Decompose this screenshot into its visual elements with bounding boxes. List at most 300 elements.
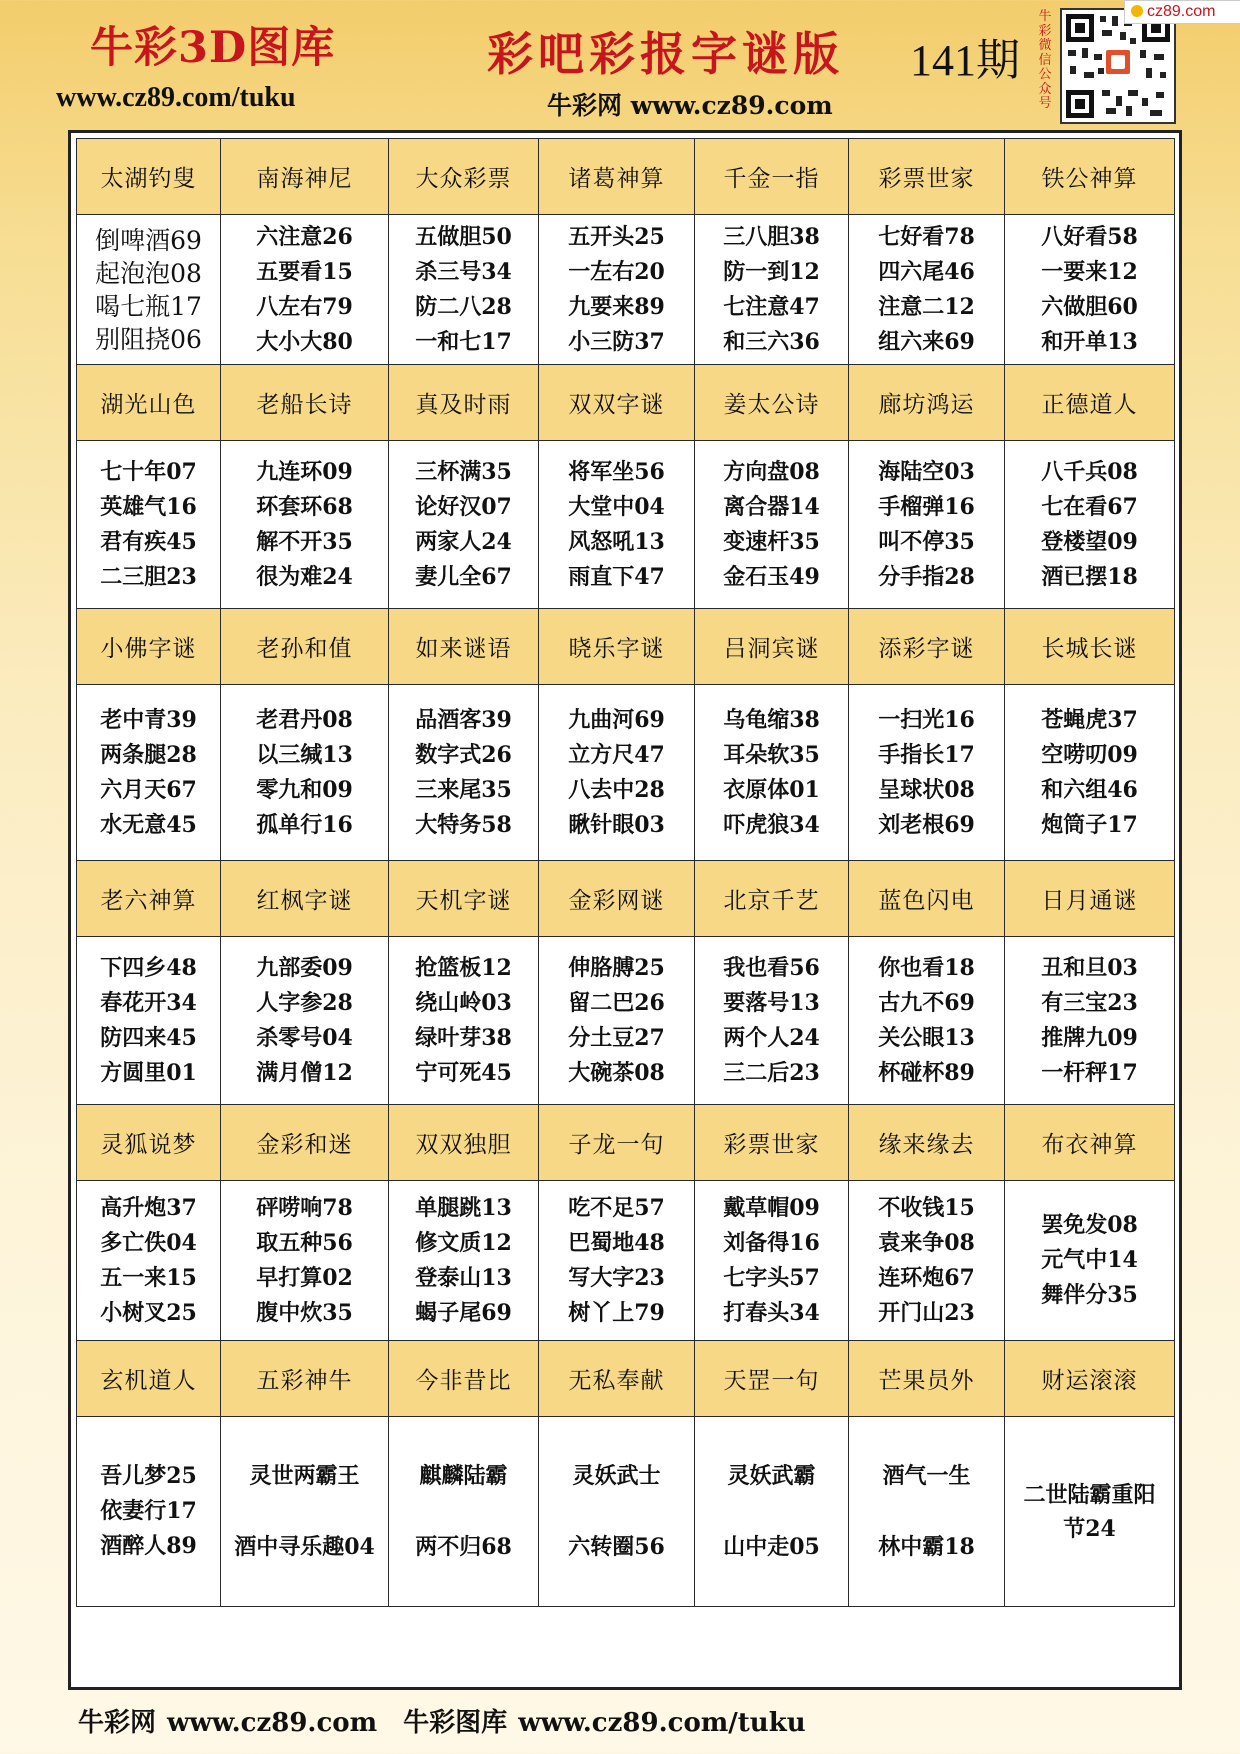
riddle-line: 多亡佚04 bbox=[100, 1229, 197, 1256]
riddle-line: 很为难24 bbox=[256, 563, 353, 590]
riddle-line: 宁可死45 bbox=[415, 1059, 512, 1086]
riddle-cell bbox=[1005, 1181, 1175, 1341]
riddle-cell bbox=[695, 1417, 849, 1607]
riddle-line: 修文质12 bbox=[415, 1229, 512, 1256]
riddle-line: 杯碰杯89 bbox=[878, 1059, 975, 1086]
qr-code-graphic bbox=[1062, 10, 1174, 122]
riddle-line: 离合器14 bbox=[723, 493, 820, 520]
riddle-line: 分手指28 bbox=[878, 563, 975, 590]
riddle-lines bbox=[389, 1459, 538, 1565]
riddle-cell bbox=[221, 441, 389, 609]
riddle-cell bbox=[389, 937, 539, 1105]
source-name: 缘来缘去 bbox=[849, 1105, 1005, 1181]
riddle-line: 起泡泡08 bbox=[95, 258, 202, 288]
riddle-lines bbox=[389, 951, 538, 1091]
riddle-lines bbox=[77, 1191, 220, 1331]
riddle-line: 炮筒子17 bbox=[1041, 811, 1138, 838]
riddle-line: 倒啤酒69 bbox=[95, 225, 202, 255]
source-name: 布衣神算 bbox=[1005, 1105, 1175, 1181]
riddle-line: 灵世两霸王 bbox=[249, 1462, 360, 1489]
riddle-line: 酒中寻乐趣04 bbox=[234, 1533, 375, 1560]
riddle-cell bbox=[539, 1181, 695, 1341]
riddle-line: 绿叶芽38 bbox=[415, 1024, 512, 1051]
riddle-line: 手榴弹16 bbox=[878, 493, 975, 520]
section-header-row bbox=[77, 861, 1175, 937]
riddle-lines bbox=[849, 220, 1004, 360]
riddle-cell bbox=[849, 1181, 1005, 1341]
riddle-lines bbox=[849, 1459, 1004, 1565]
riddle-line: 防一到12 bbox=[723, 258, 820, 285]
source-name: 天罡一句 bbox=[695, 1341, 849, 1417]
riddle-line: 英雄气16 bbox=[100, 493, 197, 520]
riddle-lines bbox=[1005, 455, 1174, 595]
riddle-line: 孤单行16 bbox=[256, 811, 353, 838]
source-name: 北京千艺 bbox=[695, 861, 849, 937]
riddle-cell bbox=[389, 1181, 539, 1341]
section-header-row bbox=[77, 1105, 1175, 1181]
riddle-line: 早打算02 bbox=[256, 1264, 353, 1291]
riddle-cell bbox=[221, 937, 389, 1105]
riddle-lines bbox=[77, 455, 220, 595]
riddle-line: 单腿跳13 bbox=[415, 1194, 512, 1221]
riddle-line: 高升炮37 bbox=[100, 1194, 197, 1221]
riddle-line: 将军坐56 bbox=[568, 458, 665, 485]
riddle-cell bbox=[1005, 1417, 1175, 1607]
source-name: 诸葛神算 bbox=[539, 139, 695, 215]
riddle-line: 灵妖武士 bbox=[572, 1462, 661, 1489]
source-name: 无私奉献 bbox=[539, 1341, 695, 1417]
source-name: 廊坊鸿运 bbox=[849, 365, 1005, 441]
riddle-lines bbox=[1005, 951, 1174, 1091]
corner-badge-text: cz89.com bbox=[1147, 3, 1216, 20]
riddle-line: 两个人24 bbox=[723, 1024, 820, 1051]
source-name: 双双字谜 bbox=[539, 365, 695, 441]
riddle-line: 八千兵08 bbox=[1041, 458, 1138, 485]
riddle-line: 不收钱15 bbox=[878, 1194, 975, 1221]
riddle-line: 以三缄13 bbox=[256, 741, 353, 768]
riddle-lines bbox=[221, 1459, 388, 1565]
riddle-line: 古九不69 bbox=[878, 989, 975, 1016]
source-name: 日月通谜 bbox=[1005, 861, 1175, 937]
riddle-lines bbox=[221, 951, 388, 1091]
site-name: 牛彩3D图库 bbox=[90, 23, 336, 73]
riddle-cell bbox=[1005, 215, 1175, 365]
riddle-line: 防四来45 bbox=[100, 1024, 197, 1051]
riddle-line: 变速杆35 bbox=[723, 528, 820, 555]
riddle-line: 丑和旦03 bbox=[1041, 954, 1138, 981]
riddle-line: 分土豆27 bbox=[568, 1024, 665, 1051]
riddle-line: 两家人24 bbox=[415, 528, 512, 555]
riddle-line: 别阻挠06 bbox=[95, 324, 202, 354]
riddle-line: 六做胆60 bbox=[1041, 293, 1138, 320]
riddle-line: 大碗茶08 bbox=[568, 1059, 665, 1086]
source-name: 晓乐字谜 bbox=[539, 609, 695, 685]
riddle-lines bbox=[221, 220, 388, 360]
source-name: 五彩神牛 bbox=[221, 1341, 389, 1417]
riddle-cell bbox=[1005, 441, 1175, 609]
riddle-line: 六转圈56 bbox=[568, 1533, 665, 1560]
riddle-line: 舞伴分35 bbox=[1041, 1282, 1138, 1308]
riddle-lines bbox=[695, 1459, 848, 1565]
riddle-line: 解不开35 bbox=[256, 528, 353, 555]
riddle-line: 登泰山13 bbox=[415, 1264, 512, 1291]
riddle-line: 叫不停35 bbox=[878, 528, 975, 555]
riddle-line: 老君丹08 bbox=[256, 706, 353, 733]
riddle-line: 五开头25 bbox=[568, 223, 665, 250]
riddle-line: 蝎子尾69 bbox=[415, 1299, 512, 1326]
riddle-line: 依妻行17 bbox=[100, 1498, 197, 1524]
riddle-line: 伸胳膊25 bbox=[568, 954, 665, 981]
riddle-cell bbox=[539, 215, 695, 365]
section-header-row bbox=[77, 609, 1175, 685]
riddle-line: 老中青39 bbox=[100, 706, 197, 733]
footer-link-gallery[interactable]: 牛彩图库 www.cz89.com/tuku bbox=[403, 1708, 806, 1738]
source-name: 姜太公诗 bbox=[695, 365, 849, 441]
riddle-lines bbox=[1005, 1478, 1174, 1546]
riddle-line: 腹中炊35 bbox=[256, 1299, 353, 1326]
source-name: 老六神算 bbox=[77, 861, 221, 937]
riddle-line: 砰唠响78 bbox=[256, 1194, 353, 1221]
riddle-cell bbox=[849, 937, 1005, 1105]
riddle-lines bbox=[539, 455, 694, 595]
riddle-lines bbox=[77, 703, 220, 843]
riddle-lines bbox=[389, 1191, 538, 1331]
riddle-cell bbox=[77, 1181, 221, 1341]
riddle-line: 罢免发08 bbox=[1041, 1212, 1138, 1238]
riddle-lines bbox=[221, 1191, 388, 1331]
riddle-line: 两条腿28 bbox=[100, 741, 197, 768]
riddle-line: 数字式26 bbox=[415, 741, 512, 768]
source-name: 玄机道人 bbox=[77, 1341, 221, 1417]
page-title: 彩吧彩报字谜版 bbox=[487, 27, 844, 81]
riddle-line: 五一来15 bbox=[100, 1264, 197, 1291]
source-name: 正德道人 bbox=[1005, 365, 1175, 441]
riddle-cell bbox=[695, 441, 849, 609]
riddle-line: 七字头57 bbox=[723, 1264, 820, 1291]
riddle-line: 一要来12 bbox=[1041, 258, 1138, 285]
page-footer bbox=[78, 1702, 806, 1739]
riddle-lines bbox=[221, 455, 388, 595]
riddle-line: 立方尺47 bbox=[568, 741, 665, 768]
riddle-line: 乌龟缩38 bbox=[723, 706, 820, 733]
riddle-line: 注意二12 bbox=[878, 293, 975, 320]
riddle-line: 九曲河69 bbox=[568, 706, 665, 733]
source-name: 如来谜语 bbox=[389, 609, 539, 685]
source-name: 千金一指 bbox=[695, 139, 849, 215]
corner-badge[interactable] bbox=[1124, 0, 1240, 24]
riddle-line: 灵妖武霸 bbox=[727, 1462, 816, 1489]
riddle-lines bbox=[539, 1459, 694, 1565]
riddle-line: 组六来69 bbox=[878, 328, 975, 355]
riddle-line: 三来尾35 bbox=[415, 776, 512, 803]
riddle-line: 四六尾46 bbox=[878, 258, 975, 285]
riddle-line: 品酒客39 bbox=[415, 706, 512, 733]
riddle-lines bbox=[389, 703, 538, 843]
riddle-line: 君有疾45 bbox=[100, 528, 197, 555]
source-name: 双双独胆 bbox=[389, 1105, 539, 1181]
riddle-lines bbox=[539, 1191, 694, 1331]
riddle-line: 酒已摆18 bbox=[1041, 563, 1138, 590]
riddle-line: 八左右79 bbox=[256, 293, 353, 320]
riddle-line: 元气中14 bbox=[1041, 1247, 1138, 1273]
source-name: 湖光山色 bbox=[77, 365, 221, 441]
riddle-lines bbox=[389, 220, 538, 360]
riddle-line: 和开单13 bbox=[1041, 328, 1138, 355]
riddle-lines bbox=[539, 703, 694, 843]
riddle-line: 零九和09 bbox=[256, 776, 353, 803]
riddle-line: 酒气一生 bbox=[882, 1462, 971, 1489]
riddle-cell bbox=[849, 1417, 1005, 1607]
source-name: 添彩字谜 bbox=[849, 609, 1005, 685]
riddle-line: 小三防37 bbox=[568, 328, 665, 355]
riddle-cell bbox=[389, 1417, 539, 1607]
section-header-row bbox=[77, 365, 1175, 441]
riddle-line: 吃不足57 bbox=[568, 1194, 665, 1221]
riddle-cell bbox=[849, 441, 1005, 609]
riddle-cell bbox=[77, 441, 221, 609]
riddle-row bbox=[77, 215, 1175, 365]
source-name: 天机字谜 bbox=[389, 861, 539, 937]
riddle-lines bbox=[1005, 703, 1174, 843]
source-name: 红枫字谜 bbox=[221, 861, 389, 937]
riddle-line: 和六组46 bbox=[1041, 776, 1138, 803]
section-header-row bbox=[77, 1341, 1175, 1417]
riddle-cell bbox=[849, 215, 1005, 365]
riddle-line: 一和七17 bbox=[415, 328, 512, 355]
riddle-line: 大小大80 bbox=[256, 328, 353, 355]
riddle-cell bbox=[695, 937, 849, 1105]
source-name: 小佛字谜 bbox=[77, 609, 221, 685]
source-name: 芒果员外 bbox=[849, 1341, 1005, 1417]
riddle-row bbox=[77, 1417, 1175, 1607]
riddle-table bbox=[76, 138, 1175, 1607]
riddle-lines bbox=[1005, 220, 1174, 360]
site-url[interactable]: www.cz89.com/tuku bbox=[56, 82, 296, 113]
riddle-line: 五要看15 bbox=[256, 258, 353, 285]
riddle-line: 风怒吼13 bbox=[568, 528, 665, 555]
source-name: 吕洞宾谜 bbox=[695, 609, 849, 685]
source-name: 灵狐说梦 bbox=[77, 1105, 221, 1181]
riddle-lines bbox=[695, 703, 848, 843]
riddle-cell bbox=[695, 215, 849, 365]
riddle-line: 有三宝23 bbox=[1041, 989, 1138, 1016]
riddle-line: 八好看58 bbox=[1041, 223, 1138, 250]
riddle-line: 麒麟陆霸 bbox=[419, 1462, 508, 1489]
riddle-line: 五做胆50 bbox=[415, 223, 512, 250]
riddle-line: 七十年07 bbox=[100, 458, 197, 485]
riddle-cell bbox=[389, 441, 539, 609]
riddle-cell bbox=[77, 1417, 221, 1607]
source-name: 子龙一句 bbox=[539, 1105, 695, 1181]
riddle-line: 小树叉25 bbox=[100, 1299, 197, 1326]
riddle-line: 绕山岭03 bbox=[415, 989, 512, 1016]
riddle-line: 关公眼13 bbox=[878, 1024, 975, 1051]
riddle-line: 三二后23 bbox=[723, 1059, 820, 1086]
riddle-cell bbox=[77, 937, 221, 1105]
riddle-line: 吾儿梦25 bbox=[100, 1463, 197, 1489]
riddle-line: 打春头34 bbox=[723, 1299, 820, 1326]
riddle-cell bbox=[221, 1181, 389, 1341]
source-name: 金彩和迷 bbox=[221, 1105, 389, 1181]
riddle-line: 一扫光16 bbox=[878, 706, 975, 733]
riddle-line: 袁来争08 bbox=[878, 1229, 975, 1256]
source-name: 老船长诗 bbox=[221, 365, 389, 441]
riddle-cell bbox=[77, 685, 221, 861]
source-name: 太湖钓叟 bbox=[77, 139, 221, 215]
riddle-line: 雨直下47 bbox=[568, 563, 665, 590]
riddle-line: 方圆里01 bbox=[100, 1059, 197, 1086]
source-name: 财运滚滚 bbox=[1005, 1341, 1175, 1417]
source-name: 老孙和值 bbox=[221, 609, 389, 685]
riddle-lines bbox=[389, 455, 538, 595]
riddle-line: 九连环09 bbox=[256, 458, 353, 485]
riddle-line: 金石玉49 bbox=[723, 563, 820, 590]
riddle-lines bbox=[695, 1191, 848, 1331]
riddle-line: 杀三号34 bbox=[415, 258, 512, 285]
riddle-line: 我也看56 bbox=[723, 954, 820, 981]
riddle-cell bbox=[389, 685, 539, 861]
riddle-line: 抢篮板12 bbox=[415, 954, 512, 981]
riddle-cell bbox=[389, 215, 539, 365]
riddle-line: 空唠叨09 bbox=[1041, 741, 1138, 768]
riddle-row bbox=[77, 937, 1175, 1105]
source-name: 蓝色闪电 bbox=[849, 861, 1005, 937]
riddle-line: 写大字23 bbox=[568, 1264, 665, 1291]
riddle-line: 九部委09 bbox=[256, 954, 353, 981]
source-name: 彩票世家 bbox=[849, 139, 1005, 215]
riddle-lines bbox=[77, 224, 220, 356]
riddle-cell bbox=[539, 441, 695, 609]
riddle-line: 山中走05 bbox=[723, 1533, 820, 1560]
riddle-line: 苍蝇虎37 bbox=[1041, 706, 1138, 733]
riddle-line: 妻儿全67 bbox=[415, 563, 512, 590]
riddle-line: 酒醉人89 bbox=[100, 1533, 197, 1559]
riddle-line: 六注意26 bbox=[256, 223, 353, 250]
riddle-cell bbox=[221, 685, 389, 861]
sub-url[interactable]: 牛彩网 www.cz89.com bbox=[547, 91, 833, 120]
riddle-cell bbox=[77, 215, 221, 365]
riddle-line: 留二巴26 bbox=[568, 989, 665, 1016]
riddle-line: 你也看18 bbox=[878, 954, 975, 981]
riddle-lines bbox=[849, 455, 1004, 595]
riddle-cell bbox=[221, 1417, 389, 1607]
riddle-line: 连环炮67 bbox=[878, 1264, 975, 1291]
riddle-line: 耳朵软35 bbox=[723, 741, 820, 768]
riddle-line: 林中霸18 bbox=[878, 1533, 975, 1560]
riddle-line: 满月僧12 bbox=[256, 1059, 353, 1086]
riddle-line: 大特务58 bbox=[415, 811, 512, 838]
riddle-lines bbox=[77, 951, 220, 1091]
riddle-line: 六月天67 bbox=[100, 776, 197, 803]
riddle-line: 方向盘08 bbox=[723, 458, 820, 485]
riddle-line: 春花开34 bbox=[100, 989, 197, 1016]
riddle-cell bbox=[849, 685, 1005, 861]
riddle-line: 环套环68 bbox=[256, 493, 353, 520]
page-header bbox=[0, 0, 1240, 130]
riddle-line: 论好汉07 bbox=[415, 493, 512, 520]
riddle-line: 戴草帽09 bbox=[723, 1194, 820, 1221]
riddle-line: 大堂中04 bbox=[568, 493, 665, 520]
issue-number: 141期 bbox=[910, 36, 1020, 85]
riddle-line: 树丫上79 bbox=[568, 1299, 665, 1326]
source-name: 彩票世家 bbox=[695, 1105, 849, 1181]
riddle-line: 七注意47 bbox=[723, 293, 820, 320]
riddle-line: 巴蜀地48 bbox=[568, 1229, 665, 1256]
source-name: 真及时雨 bbox=[389, 365, 539, 441]
riddle-lines bbox=[77, 1459, 220, 1564]
riddle-line: 两不归68 bbox=[415, 1533, 512, 1560]
riddle-line: 二三胆23 bbox=[100, 563, 197, 590]
riddle-line: 七好看78 bbox=[878, 223, 975, 250]
riddle-line: 瞅针眼03 bbox=[568, 811, 665, 838]
riddle-lines bbox=[849, 703, 1004, 843]
riddle-lines bbox=[221, 703, 388, 843]
footer-link-site[interactable]: 牛彩网 www.cz89.com bbox=[78, 1708, 378, 1738]
riddle-line: 推牌九09 bbox=[1041, 1024, 1138, 1051]
riddle-cell bbox=[539, 685, 695, 861]
riddle-line: 一杆秤17 bbox=[1041, 1059, 1138, 1086]
riddle-lines bbox=[695, 220, 848, 360]
riddle-cell bbox=[1005, 937, 1175, 1105]
riddle-row bbox=[77, 1181, 1175, 1341]
riddle-cell bbox=[695, 1181, 849, 1341]
riddle-line: 刘备得16 bbox=[723, 1229, 820, 1256]
riddle-line: 人字参28 bbox=[256, 989, 353, 1016]
riddle-lines bbox=[849, 1191, 1004, 1331]
riddle-line: 九要来89 bbox=[568, 293, 665, 320]
section-header-row bbox=[77, 139, 1175, 215]
riddle-line: 水无意45 bbox=[100, 811, 197, 838]
riddle-line: 手指长17 bbox=[878, 741, 975, 768]
riddle-lines bbox=[1005, 1208, 1174, 1313]
riddle-lines bbox=[539, 220, 694, 360]
riddle-line: 喝七瓶17 bbox=[95, 291, 202, 321]
riddle-line: 七在看67 bbox=[1041, 493, 1138, 520]
source-name: 长城长谜 bbox=[1005, 609, 1175, 685]
riddle-line: 要落号13 bbox=[723, 989, 820, 1016]
riddle-line: 三杯满35 bbox=[415, 458, 512, 485]
riddle-line: 杀零号04 bbox=[256, 1024, 353, 1051]
qr-code-icon bbox=[1060, 8, 1176, 124]
riddle-line: 衣原体01 bbox=[723, 776, 820, 803]
riddle-line: 和三六36 bbox=[723, 328, 820, 355]
badge-dot-icon bbox=[1131, 5, 1143, 17]
riddle-row bbox=[77, 685, 1175, 861]
riddle-cell bbox=[221, 215, 389, 365]
source-name: 铁公神算 bbox=[1005, 139, 1175, 215]
riddle-line: 二世陆霸重阳节24 bbox=[1023, 1481, 1156, 1542]
riddle-lines bbox=[539, 951, 694, 1091]
riddle-lines bbox=[695, 951, 848, 1091]
riddle-board bbox=[68, 130, 1182, 1690]
riddle-cell bbox=[1005, 685, 1175, 861]
riddle-line: 取五种56 bbox=[256, 1229, 353, 1256]
riddle-cell bbox=[539, 1417, 695, 1607]
riddle-cell bbox=[539, 937, 695, 1105]
source-name: 大众彩票 bbox=[389, 139, 539, 215]
riddle-row bbox=[77, 441, 1175, 609]
riddle-line: 防二八28 bbox=[415, 293, 512, 320]
riddle-lines bbox=[849, 951, 1004, 1091]
riddle-line: 八去中28 bbox=[568, 776, 665, 803]
riddle-line: 刘老根69 bbox=[878, 811, 975, 838]
riddle-line: 开门山23 bbox=[878, 1299, 975, 1326]
riddle-cell bbox=[695, 685, 849, 861]
riddle-lines bbox=[695, 455, 848, 595]
source-name: 南海神尼 bbox=[221, 139, 389, 215]
riddle-line: 下四乡48 bbox=[100, 954, 197, 981]
riddle-line: 呈球状08 bbox=[878, 776, 975, 803]
